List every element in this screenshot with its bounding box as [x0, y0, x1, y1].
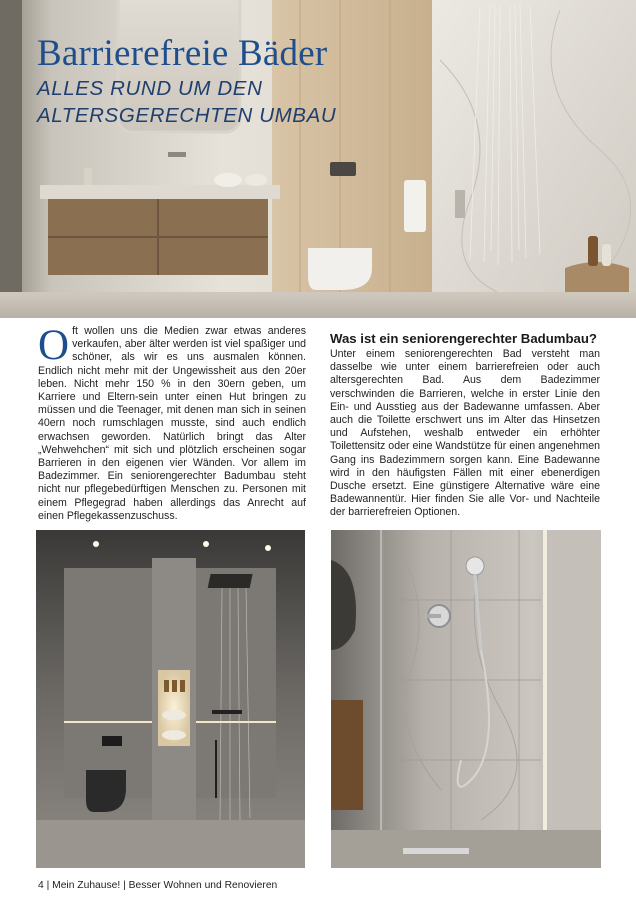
intro-text: ft wollen uns die Medien zwar etwas anderes verkaufen, aber älter werden ist viel spaßiger und schöner, als wir es uns ausmalen können. Endlich nicht mehr mit der Ungewissheit aus den 20er leben. Nicht mehr 150 % in den 30ern geben, um Karriere und Eltern-sein unter einen Hut bringen zu müssen und die Teenager, mit denen man sich in seinen 40ern noch rumschlagen musste, sind auch endlich erwachsen geworden. Natürlich bringt das Alter „Wehwehchen“ mit sich und plötzlich erscheinen sogar Barrieren in den eigenen vier Wänden. Vor allem im Badezimmer. Ein seniorengerechter Badumbau steht nicht nur pflegebedürftigen Menschen zu. Personen mit einem Pflegegrad haben allerdings das Anrecht auf einen Pflegekassenzuschuss. — [38, 325, 306, 522]
intro-paragraph — [38, 322, 306, 523]
walk-in-shower-illustration — [36, 530, 305, 868]
section-heading: Was ist ein seniorengerechter Badumbau? — [330, 331, 597, 346]
marble-shower-illustration — [331, 530, 601, 868]
dropcap: O — [38, 322, 70, 369]
subtitle-line-2: ALTERSGERECHTEN UMBAU — [37, 104, 337, 127]
hero-photo-bathroom — [0, 0, 636, 318]
page-footer: 4 | Mein Zuhause! | Besser Wohnen und Renovieren — [38, 880, 278, 891]
photo-walk-in-shower — [36, 530, 305, 868]
title-block — [37, 34, 336, 128]
page-title: Barrierefreie Bäder — [37, 33, 328, 74]
photo-marble-shower — [331, 530, 601, 868]
subtitle-line-1: ALLES RUND UM DEN — [37, 77, 263, 100]
article-left-column — [38, 322, 306, 523]
article-right-column — [330, 325, 600, 520]
section-paragraph: Unter einem seniorengerechten Bad versteht man dasselbe wie unter einem barrierefreien oder auch altersgerechten Bad. Aus dem Badezimmer verschwinden die Barrieren, welche in erster Linie den Ein- und Ausstieg aus der Badewanne umfassen. Aber auch die Toilette erschwert uns im Alter das Hinsetzen und Aufstehen, weshalb entweder ein erhöhter Toilettensitz oder eine Wandstütze für einen angenehmen Gang ins Badezimmern sorgen kann. Eine Badewanne wird in den häufigsten Fällen mit einer ebenerdigen Dusche ersetzt. Eine günstigere Alternative wäre eine Badewannentür. Hier finden Sie alle Vor- und Nachteile der barrierefreien Optionen. — [330, 348, 600, 519]
